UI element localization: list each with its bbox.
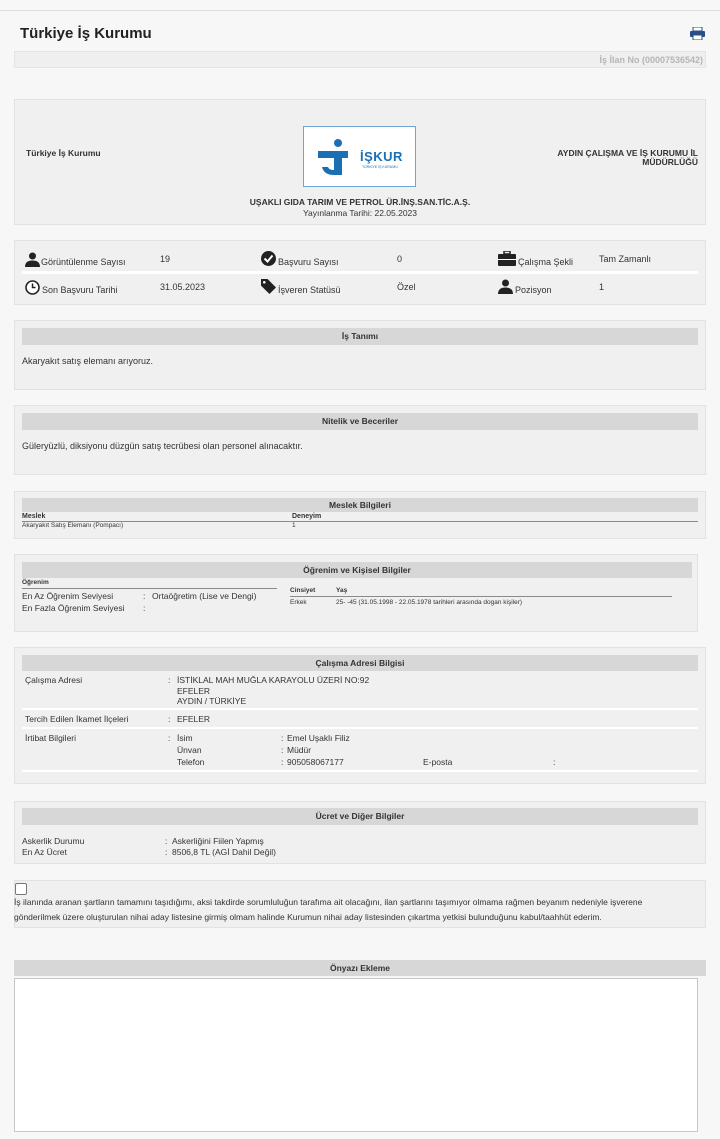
applications-label: Başvuru Sayısı — [278, 257, 339, 267]
job-description-text: Akaryakıt satış elemanı arıyoruz. — [22, 356, 154, 366]
wage-ucret-colon: : — [165, 847, 168, 857]
iskur-logo — [303, 126, 416, 187]
clock-icon — [25, 280, 40, 295]
address-divider-1 — [22, 708, 698, 710]
iskur-logo-mark — [314, 137, 354, 177]
qualifications-header: Nitelik ve Beceriler — [22, 413, 698, 430]
education-rule-left — [22, 588, 277, 589]
publish-date: Yayınlanma Tarihi: 22.05.2023 — [302, 208, 418, 218]
contact-telefon-label: Telefon — [177, 757, 205, 767]
occupation-meslek-value: Akaryakıt Satış Elemanı (Pompacı) — [22, 522, 124, 529]
occupation-header: Meslek Bilgileri — [22, 498, 698, 512]
right-org-name-line1: AYDIN ÇALIŞMA VE İŞ KURUMU İL — [557, 148, 698, 158]
wage-header: Ücret ve Diğer Bilgiler — [22, 808, 698, 825]
address-ikamet-label: Tercih Edilen İkamet İlçeleri — [25, 714, 129, 724]
work-type-label: Çalışma Şekli — [518, 257, 574, 267]
wage-ucret-value: 8506,8 TL (AGİ Dahil Değil) — [172, 847, 276, 857]
address-calisma-line1: İSTİKLAL MAH MUĞLA KARAYOLU ÜZERİ NO:92 — [177, 675, 370, 685]
cover-letter-header: Önyazı Ekleme — [14, 960, 706, 976]
contact-telefon-colon: : — [281, 757, 284, 767]
qualifications-text: Güleryüzlü, diksiyonu düzgün satış tecrübesi olan personel alınacaktır. — [22, 441, 303, 451]
work-type-value: Tam Zamanlı — [599, 254, 652, 264]
print-icon[interactable] — [690, 27, 705, 40]
contact-isim-colon: : — [281, 733, 284, 743]
wage-askerlik-value: Askerliğini Fiilen Yapmış — [172, 836, 264, 846]
address-calisma-line2: EFELER — [177, 686, 211, 696]
occupation-rule — [22, 521, 698, 522]
wage-askerlik-colon: : — [165, 836, 168, 846]
address-calisma-label: Çalışma Adresi — [25, 675, 83, 685]
page-title: Türkiye İş Kurumu — [20, 25, 152, 42]
agreement-checkbox[interactable] — [15, 883, 27, 895]
education-col-cinsiyet: Cinsiyet — [290, 587, 316, 594]
job-description-header: İş Tanımı — [22, 328, 698, 345]
deadline-value: 31.05.2023 — [160, 282, 206, 292]
education-cinsiyet-value: Erkek — [290, 599, 307, 606]
occupation-deneyim-value: 1 — [292, 522, 296, 529]
contact-telefon-value: 905058067177 — [287, 757, 344, 767]
top-divider — [0, 10, 720, 11]
contact-unvan-value: Müdür — [287, 745, 312, 755]
address-calisma-line3: AYDIN / TÜRKİYE — [177, 696, 247, 706]
iskur-logo-text: İŞKUR — [360, 149, 403, 164]
address-irtibat-label: İrtibat Bilgileri — [25, 733, 77, 743]
education-min-value: Ortaöğretim (Lise ve Dengi) — [152, 591, 257, 601]
position-label: Pozisyon — [515, 285, 552, 295]
company-name: UŞAKLI GIDA TARIM VE PETROL ÜR.İNŞ.SAN.TİC.A.Ş. — [249, 197, 471, 207]
agreement-text-line2: gönderilmek üzere oluşturulan nihai aday listesine girmiş olmam halinde Kurumun nihai aday listesinden çıkartma yetkisi bulunduğunu kabul/taahhüt ederim. — [14, 912, 602, 922]
user-icon — [498, 279, 513, 294]
education-max-label: En Fazla Öğrenim Seviyesi — [22, 603, 125, 613]
iskur-logo-subtext: TÜRKİYE İŞ KURUMU — [362, 165, 398, 169]
education-col-ogrenim: Öğrenim — [22, 579, 49, 586]
address-calisma-colon: : — [168, 675, 171, 685]
agreement-text-line1: İş ilanında aranan şartların tamamını taşıdığımı, aksi takdirde sorumluluğun tarafıma ait olacağını, ilan şartlarını taşımıyor olmama rağmen beyanım nedeniyle işverene — [14, 897, 643, 907]
occupation-col-meslek: Meslek — [22, 513, 46, 520]
tag-icon — [261, 279, 276, 294]
deadline-label: Son Başvuru Tarihi — [42, 285, 118, 295]
contact-unvan-label: Ünvan — [177, 745, 202, 755]
address-header: Çalışma Adresi Bilgisi — [22, 655, 698, 671]
employer-status-value: Özel — [397, 282, 416, 292]
education-rule-right — [290, 596, 672, 597]
employer-status-label: İşveren Statüsü — [278, 285, 341, 295]
contact-eposta-label: E-posta — [423, 757, 453, 767]
education-col-yas: Yaş — [336, 587, 348, 594]
address-divider-3 — [22, 770, 698, 772]
address-ikamet-colon: : — [168, 714, 171, 724]
briefcase-icon — [498, 251, 516, 266]
cover-letter-textarea[interactable] — [14, 978, 698, 1132]
address-ikamet-value: EFELER — [177, 714, 211, 724]
contact-eposta-colon: : — [553, 757, 556, 767]
occupation-col-deneyim: Deneyim — [292, 513, 322, 520]
left-org-name: Türkiye İş Kurumu — [26, 148, 101, 158]
ilan-number: İş İlan No (00007536542) — [599, 55, 703, 65]
wage-askerlik-label: Askerlik Durumu — [22, 836, 85, 846]
right-org-name-line2: MÜDÜRLÜĞÜ — [642, 157, 698, 167]
stats-divider — [22, 271, 698, 274]
views-label: Görüntülenme Sayısı — [41, 257, 126, 267]
ilan-number-bar — [14, 51, 706, 68]
user-icon — [25, 252, 40, 267]
contact-isim-value: Emel Uşaklı Filiz — [287, 733, 350, 743]
education-min-colon: : — [143, 591, 146, 601]
address-irtibat-colon: : — [168, 733, 171, 743]
applications-value: 0 — [397, 254, 403, 264]
education-max-colon: : — [143, 603, 146, 613]
education-min-label: En Az Öğrenim Seviyesi — [22, 591, 114, 601]
contact-unvan-colon: : — [281, 745, 284, 755]
address-divider-2 — [22, 727, 698, 729]
check-circle-icon — [261, 251, 276, 266]
views-value: 19 — [160, 254, 171, 264]
education-yas-value: 25- -45 (31.05.1998 - 22.05.1978 tarihleri arasında dogan kişiler) — [336, 599, 523, 606]
position-value: 1 — [599, 282, 605, 292]
wage-ucret-label: En Az Ücret — [22, 847, 67, 857]
education-header: Öğrenim ve Kişisel Bilgiler — [22, 562, 692, 578]
contact-isim-label: İsim — [177, 733, 193, 743]
